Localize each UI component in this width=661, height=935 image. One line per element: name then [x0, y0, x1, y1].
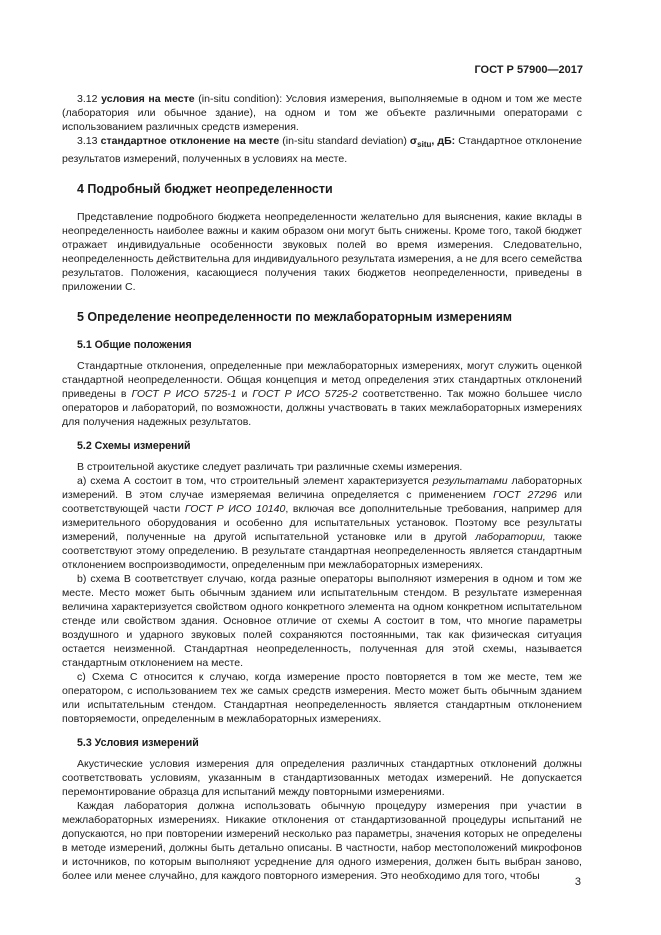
section-5-2-intro: В строительной акустике следует различать три различные схемы измерения.	[77, 461, 463, 474]
clause-number: 3.12	[77, 93, 102, 105]
section-5-3-title: 5.3 Условия измерений	[77, 737, 199, 750]
unit: , дБ:	[431, 135, 456, 147]
definition-text: (in-situ condition): Условия измерения, выполняемые в одном и том же месте (лаборатория или обычное здание), на одном и том же объекте различными операторами с использованием различных средств измерения.	[62, 93, 583, 133]
section-5-1-title: 5.1 Общие положения	[77, 339, 192, 352]
section-5-1-paragraph: Стандартные отклонения, определенные при межлабораторных измерениях, могут служить оценкой стандартной неопределенности. Общая концепция и метод определения этих стандартных отклонений приведены в ГОСТ Р ИСО 5725-1 и ГОСТ Р ИСО 5725-2 соответственно. Так можно большее число операторов и лабораторий, по возможности, должны участвовать в таких межлабораторных измерениях для получения надежных результатов.	[62, 360, 582, 429]
term: условия на месте	[101, 93, 195, 105]
section-5-3-paragraph-2: Каждая лаборатория должна использовать обычную процедуру измерения при участии в межлабораторных измерениях. Никакие отклонения от стандартизованной процедуры испытаний не допускаются, но при повторении измерений несколько раз параметры, значения которых не определены в методе измерений, должны быть детально описаны. В частности, набор местоположений микрофонов и источников, по которым выполняют усреднение для одного измерения, должен быть выбран заново, более или менее случайно, для каждого повторного измерения. Это необходимо для того, чтобы	[62, 800, 582, 883]
section-4-paragraph: Представление подробного бюджета неопределенности желательно для выяснения, какие вклады в неопределенность наиболее важны и каким образом они могут быть снижены. Кроме того, такой бюджет отражает индивидуальные особенности звуковых полей во время измерения. Следовательно, неопределенность действительна для индивидуального результата измерения, а не для всего семейства результатов. Положения, касающиеся получения таких бюджетов неопределенности, приведены в приложении С.	[62, 211, 582, 294]
scheme-a-paragraph: а) схема А состоит в том, что строительный элемент характеризуется результатами лабораторных измерений. В этом случае измеряемая величина определяется с применением ГОСТ 27296 или соответствующей части ГОСТ Р ИСО 10140, включая все дополнительные требования, например для измерительного оборудования и особенно для испытательных установок. Поэтому все результаты измерений, полученные на другой испытательной установке или в другой лаборатории, также соответствуют этому определению. В результате стандартная неопределенность является стандартным отклонением воспроизводимости, определенным при межлабораторных измерениях.	[62, 475, 583, 572]
symbol: $\sigma_{situ}$	[409, 135, 432, 150]
definition-text: Стандартное отклонение результатов измерений, полученных в условиях на месте.	[62, 135, 582, 166]
clause-number: 3.13	[77, 135, 101, 147]
scheme-c-paragraph: с) Схема С относится к случаю, когда измерение просто повторяется в том же месте, тем же оператором, с использованием тех же самых средств измерения. Место может быть обычным зданием или испытательным стендом. Стандартная неопределенность является стандартным отклонением повторяемости, определенным в межлабораторных измерениях.	[62, 671, 582, 726]
document-code: ГОСТ Р 57900—2017	[474, 64, 583, 76]
section-5-2-title: 5.2 Схемы измерений	[77, 440, 191, 453]
standard-reference: ГОСТ 27296	[493, 489, 557, 502]
scheme-b-paragraph: b) схема В соответствует случаю, когда разные операторы выполняют измерения в одном и том же месте. Место может быть обычным зданием или испытательным стендом. В результате измеренная величина характеризуется свойством одного конкретного элемента на одном конкретном испытательном стенде или свойством здания. Основное отличие от схемы А состоит в том, что многие параметры воздушного и ударного звуковых полей сохраняются постоянными, так как физическая ситуация остается неизменной. Стандартная неопределенность, полученная для этой схемы, называется стандартным отклонением на месте.	[62, 573, 582, 670]
standard-reference: ГОСТ Р ИСО 10140	[184, 503, 286, 516]
standard-reference: ГОСТ Р ИСО 5725-2	[252, 388, 358, 401]
page-content	[62, 92, 582, 883]
definition-3-13	[62, 134, 582, 166]
page-number: 3	[574, 876, 581, 888]
standard-reference: ГОСТ Р ИСО 5725-1	[131, 388, 237, 401]
term-english: (in-situ standard deviation)	[279, 135, 410, 147]
section-5-3-paragraph-1: Акустические условия измерения для определения различных стандартных отклонений должны соответствовать условиям, указанным в стандартизованных методах измерений. Не допускается перемонтирование образца для испытаний между повторными измерениями.	[62, 758, 582, 799]
section-5-title: 5 Определение неопределенности по межлабораторным измерениям	[77, 310, 512, 325]
definition-3-12	[62, 92, 582, 134]
term: стандартное отклонение на месте	[100, 135, 280, 147]
section-4-title: 4 Подробный бюджет неопределенности	[77, 182, 333, 197]
